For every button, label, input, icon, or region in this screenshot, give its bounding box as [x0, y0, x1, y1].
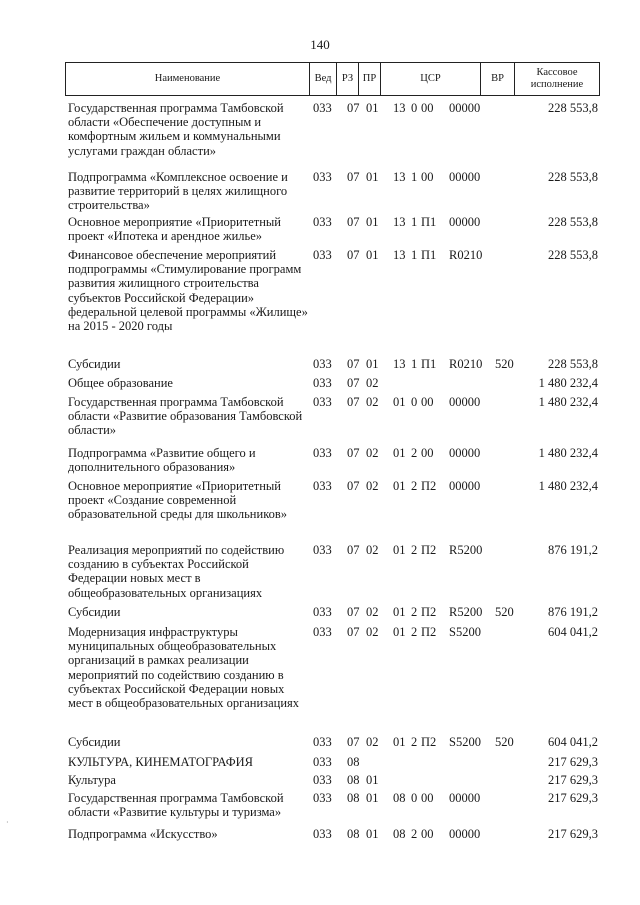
- row-csr-direction: R0210: [449, 248, 483, 262]
- row-csr-program: 13: [393, 215, 406, 229]
- row-rz: 08: [347, 755, 360, 769]
- row-name: Модернизация инфраструктуры муниципальных общеобразовательных организаций в рамках реализации мероприятий по содействию созданию в субъектах Российской Федерации новых мест в общеобразовательных организациях: [68, 625, 300, 711]
- row-csr-subprogram: 2: [411, 446, 418, 460]
- row-csr-subprogram: 2: [411, 625, 418, 639]
- row-pr: 02: [366, 735, 379, 749]
- row-csr-event: П2: [421, 625, 437, 639]
- row-name: Основное мероприятие «Приоритетный проект «Создание современной образовательной среды для школьников»: [68, 479, 288, 522]
- row-csr-program: 08: [393, 791, 406, 805]
- row-name: Субсидии: [68, 357, 121, 371]
- row-csr-event: 00: [421, 170, 434, 184]
- row-pr: 01: [366, 791, 379, 805]
- row-pr: 02: [366, 395, 379, 409]
- row-csr-direction: R0210: [449, 357, 483, 371]
- row-vr: 520: [495, 605, 514, 619]
- row-csr-subprogram: 0: [411, 395, 418, 409]
- row-csr-program: 13: [393, 101, 406, 115]
- row-sum: 1 480 232,4: [538, 376, 598, 390]
- row-rz: 07: [347, 215, 360, 229]
- row-sum: 1 480 232,4: [538, 446, 598, 460]
- row-csr-event: П2: [421, 605, 437, 619]
- row-name: Общее образование: [68, 376, 173, 390]
- row-ved: 033: [313, 101, 332, 115]
- row-csr-program: 08: [393, 827, 406, 841]
- row-csr-direction: 00000: [449, 170, 481, 184]
- row-sum: 217 629,3: [548, 773, 598, 787]
- header-name: Наименование: [66, 63, 310, 95]
- row-name: Культура: [68, 773, 116, 787]
- row-ved: 033: [313, 827, 332, 841]
- row-pr: 01: [366, 101, 379, 115]
- row-pr: 02: [366, 543, 379, 557]
- row-csr-event: 00: [421, 101, 434, 115]
- row-ved: 033: [313, 170, 332, 184]
- row-csr-program: 13: [393, 170, 406, 184]
- row-rz: 07: [347, 395, 360, 409]
- row-csr-event: 00: [421, 446, 434, 460]
- row-csr-subprogram: 2: [411, 605, 418, 619]
- row-ved: 033: [313, 625, 332, 639]
- row-name: Государственная программа Тамбовской области «Развитие культуры и туризма»: [68, 791, 284, 820]
- row-ved: 033: [313, 755, 332, 769]
- header-pr: ПР: [359, 63, 381, 95]
- row-csr-event: 00: [421, 827, 434, 841]
- row-csr-event: П1: [421, 215, 437, 229]
- row-rz: 07: [347, 248, 360, 262]
- row-pr: 02: [366, 479, 379, 493]
- row-ved: 033: [313, 376, 332, 390]
- row-rz: 07: [347, 446, 360, 460]
- row-csr-direction: S5200: [449, 735, 481, 749]
- row-csr-direction: 00000: [449, 215, 481, 229]
- row-rz: 07: [347, 543, 360, 557]
- row-csr-event: П1: [421, 248, 437, 262]
- row-csr-direction: 00000: [449, 827, 481, 841]
- row-csr-subprogram: 0: [411, 101, 418, 115]
- row-ved: 033: [313, 773, 332, 787]
- header-rz: РЗ: [337, 63, 359, 95]
- row-csr-direction: 00000: [449, 101, 481, 115]
- row-sum: 217 629,3: [548, 827, 598, 841]
- row-ved: 033: [313, 357, 332, 371]
- row-csr-event: П1: [421, 357, 437, 371]
- header-csr: ЦСР: [381, 63, 481, 95]
- row-csr-program: 01: [393, 479, 406, 493]
- row-csr-event: П2: [421, 735, 437, 749]
- row-name: Реализация мероприятий по содействию созданию в субъектах Российской Федерации новых мест в общеобразовательных организациях: [68, 543, 285, 600]
- row-rz: 07: [347, 735, 360, 749]
- row-pr: 01: [366, 827, 379, 841]
- row-rz: 07: [347, 605, 360, 619]
- row-rz: 07: [347, 376, 360, 390]
- row-ved: 033: [313, 791, 332, 805]
- row-csr-program: 01: [393, 395, 406, 409]
- row-name: Подпрограмма «Искусство»: [68, 827, 218, 841]
- row-csr-subprogram: 2: [411, 735, 418, 749]
- row-csr-direction: 00000: [449, 791, 481, 805]
- row-csr-program: 01: [393, 605, 406, 619]
- row-pr: 02: [366, 605, 379, 619]
- row-csr-subprogram: 0: [411, 791, 418, 805]
- row-ved: 033: [313, 395, 332, 409]
- row-sum: 604 041,2: [548, 625, 598, 639]
- row-csr-program: 01: [393, 446, 406, 460]
- row-ved: 033: [313, 215, 332, 229]
- row-vr: 520: [495, 357, 514, 371]
- row-rz: 07: [347, 101, 360, 115]
- row-csr-event: 00: [421, 395, 434, 409]
- row-rz: 07: [347, 170, 360, 184]
- row-sum: 228 553,8: [548, 101, 598, 115]
- row-pr: 02: [366, 446, 379, 460]
- row-sum: 228 553,8: [548, 357, 598, 371]
- row-csr-direction: 00000: [449, 479, 481, 493]
- row-ved: 033: [313, 605, 332, 619]
- row-name: Государственная программа Тамбовской области «Обеспечение доступным и комфортным жильем и коммунальными услугами граждан области»: [68, 101, 284, 158]
- row-pr: 01: [366, 357, 379, 371]
- row-rz: 07: [347, 479, 360, 493]
- row-sum: 1 480 232,4: [538, 479, 598, 493]
- row-pr: 01: [366, 170, 379, 184]
- row-csr-event: 00: [421, 791, 434, 805]
- row-name: Основное мероприятие «Приоритетный проект «Ипотека и арендное жилье»: [68, 215, 282, 244]
- row-vr: 520: [495, 735, 514, 749]
- row-csr-program: 01: [393, 543, 406, 557]
- row-ved: 033: [313, 543, 332, 557]
- row-csr-direction: S5200: [449, 625, 481, 639]
- row-sum: 228 553,8: [548, 170, 598, 184]
- row-sum: 876 191,2: [548, 605, 598, 619]
- row-csr-event: П2: [421, 543, 437, 557]
- row-ved: 033: [313, 735, 332, 749]
- row-csr-program: 01: [393, 735, 406, 749]
- row-sum: 217 629,3: [548, 791, 598, 805]
- row-name: Субсидии: [68, 735, 121, 749]
- row-pr: 02: [366, 625, 379, 639]
- header-vr: ВР: [481, 63, 515, 95]
- row-name: Подпрограмма «Развитие общего и дополнительного образования»: [68, 446, 256, 475]
- row-csr-program: 13: [393, 357, 406, 371]
- row-name: КУЛЬТУРА, КИНЕМАТОГРАФИЯ: [68, 755, 253, 769]
- row-sum: 1 480 232,4: [538, 395, 598, 409]
- row-pr: 01: [366, 215, 379, 229]
- row-sum: 876 191,2: [548, 543, 598, 557]
- row-csr-direction: 00000: [449, 395, 481, 409]
- row-name: Субсидии: [68, 605, 121, 619]
- header-ved: Вед: [310, 63, 337, 95]
- row-csr-subprogram: 2: [411, 827, 418, 841]
- row-csr-direction: 00000: [449, 446, 481, 460]
- row-sum: 228 553,8: [548, 248, 598, 262]
- scan-speck: ·: [6, 818, 9, 827]
- row-csr-subprogram: 1: [411, 215, 418, 229]
- row-rz: 08: [347, 791, 360, 805]
- row-csr-subprogram: 1: [411, 170, 418, 184]
- row-sum: 228 553,8: [548, 215, 598, 229]
- row-ved: 033: [313, 446, 332, 460]
- row-csr-event: П2: [421, 479, 437, 493]
- row-rz: 08: [347, 773, 360, 787]
- row-sum: 604 041,2: [548, 735, 598, 749]
- row-ved: 033: [313, 248, 332, 262]
- row-csr-subprogram: 2: [411, 543, 418, 557]
- row-rz: 08: [347, 827, 360, 841]
- row-pr: 02: [366, 376, 379, 390]
- row-csr-program: 01: [393, 625, 406, 639]
- row-pr: 01: [366, 248, 379, 262]
- row-name: Государственная программа Тамбовской области «Развитие образования Тамбовской области»: [68, 395, 303, 438]
- row-rz: 07: [347, 625, 360, 639]
- row-name: Финансовое обеспечение мероприятий подпрограммы «Стимулирование программ развития жилищного строительства субъектов Российской Федерации» федеральной целевой программы «Жилище» на 2015 - 2020 годы: [68, 248, 308, 334]
- row-rz: 07: [347, 357, 360, 371]
- row-csr-subprogram: 1: [411, 357, 418, 371]
- page-number: 140: [310, 37, 330, 52]
- row-csr-direction: R5200: [449, 605, 483, 619]
- row-sum: 217 629,3: [548, 755, 598, 769]
- row-csr-direction: R5200: [449, 543, 483, 557]
- row-csr-subprogram: 1: [411, 248, 418, 262]
- row-pr: 01: [366, 773, 379, 787]
- row-csr-subprogram: 2: [411, 479, 418, 493]
- row-csr-program: 13: [393, 248, 406, 262]
- row-name: Подпрограмма «Комплексное освоение и развитие территорий в целях жилищного строительства»: [68, 170, 288, 213]
- header-sum: Кассовое исполнение: [530, 66, 584, 90]
- row-ved: 033: [313, 479, 332, 493]
